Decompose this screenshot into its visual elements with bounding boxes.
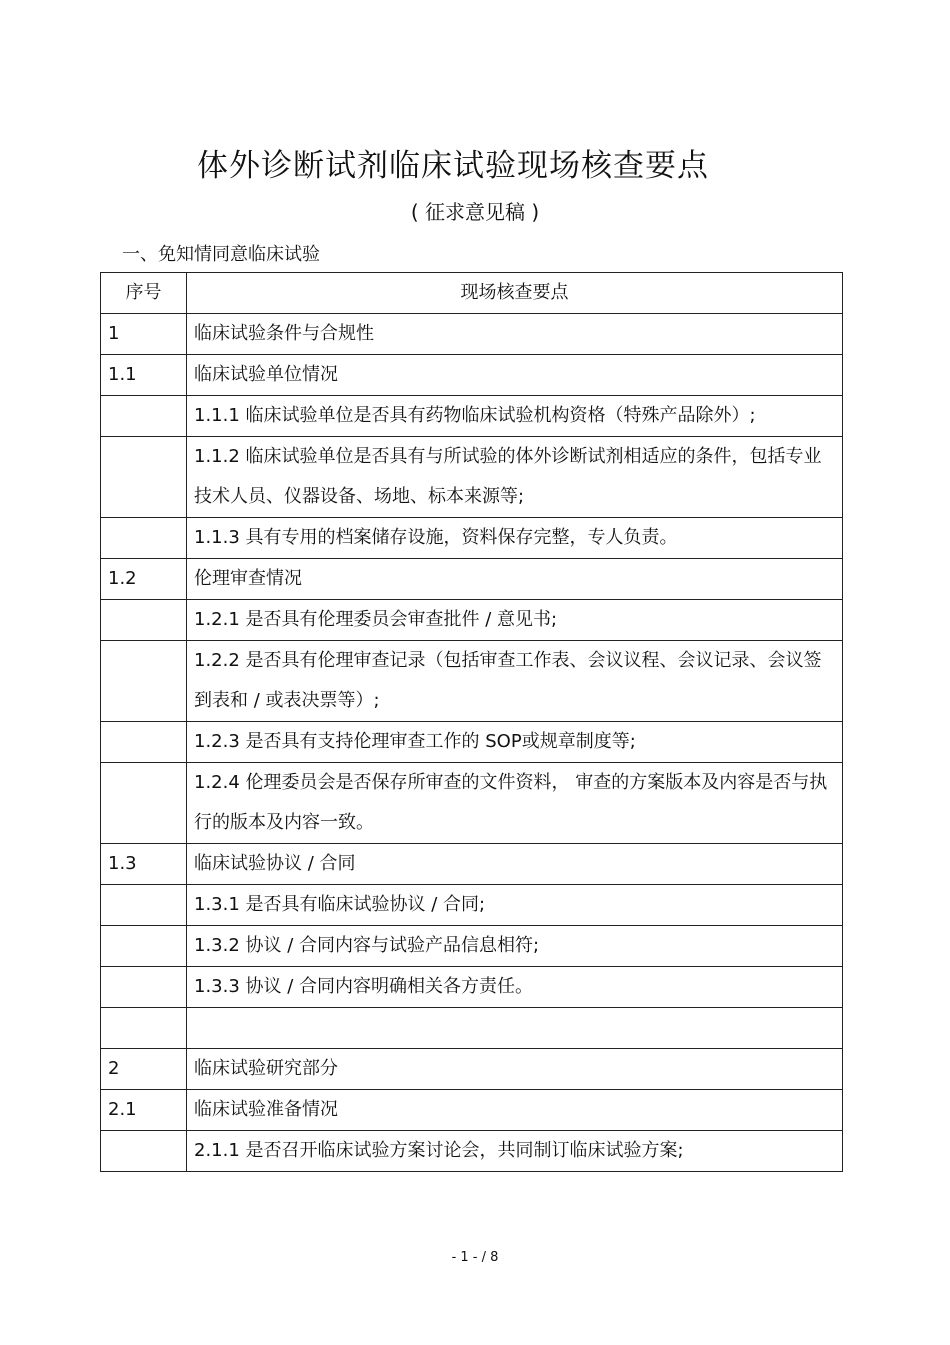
row-number-cell	[101, 518, 187, 559]
table-row	[101, 641, 843, 722]
row-number-cell	[101, 926, 187, 967]
table-row	[101, 967, 843, 1008]
inspection-point-cell: 伦理审查情况	[187, 559, 843, 600]
row-number-cell	[101, 396, 187, 437]
table-row	[101, 722, 843, 763]
row-number-cell	[101, 722, 187, 763]
row-number-cell	[101, 967, 187, 1008]
inspection-point-cell: 临床试验准备情况	[187, 1090, 843, 1131]
inspection-point-cell: 1.2.1 是否具有伦理委员会审查批件 / 意见书;	[187, 600, 843, 641]
inspection-point-cell: 临床试验研究部分	[187, 1049, 843, 1090]
table-row	[101, 926, 843, 967]
table-row	[101, 1049, 843, 1090]
section-heading: 一、免知情同意临床试验	[122, 244, 320, 265]
inspection-point-cell: 临床试验条件与合规性	[187, 314, 843, 355]
row-number-cell: 1	[101, 314, 187, 355]
table-row	[101, 885, 843, 926]
table-row	[101, 844, 843, 885]
document-subtitle: ( 征求意见稿 )	[410, 200, 540, 224]
row-number-cell	[101, 437, 187, 518]
table-row	[101, 518, 843, 559]
row-number-cell	[101, 1008, 187, 1049]
table-body	[101, 314, 843, 1172]
inspection-point-cell: 临床试验协议 / 合同	[187, 844, 843, 885]
inspection-point-cell: 1.1.1 临床试验单位是否具有药物临床试验机构资格（特殊产品除外）;	[187, 396, 843, 437]
row-number-cell: 1.3	[101, 844, 187, 885]
inspection-point-cell: 1.3.2 协议 / 合同内容与试验产品信息相符;	[187, 926, 843, 967]
table-header-row	[101, 273, 843, 314]
inspection-point-cell	[187, 1008, 843, 1049]
inspection-point-cell: 2.1.1 是否召开临床试验方案讨论会，共同制订临床试验方案;	[187, 1131, 843, 1172]
row-number-cell	[101, 600, 187, 641]
table-row	[101, 355, 843, 396]
table-row	[101, 314, 843, 355]
table-row	[101, 600, 843, 641]
inspection-point-cell: 1.2.4 伦理委员会是否保存所审查的文件资料， 审查的方案版本及内容是否与执行的版本及内容一致。	[187, 763, 843, 844]
table-row	[101, 1131, 843, 1172]
column-header-inspection-point: 现场核查要点	[187, 273, 843, 314]
inspection-points-table	[100, 272, 843, 1172]
row-number-cell: 2.1	[101, 1090, 187, 1131]
table-row	[101, 559, 843, 600]
document-title: 体外诊断试剂临床试验现场核查要点	[197, 148, 709, 184]
row-number-cell: 1.2	[101, 559, 187, 600]
row-number-cell	[101, 763, 187, 844]
page-number: - 1 - / 8	[451, 1250, 499, 1265]
column-header-number: 序号	[101, 273, 187, 314]
table-row	[101, 1090, 843, 1131]
table-row	[101, 437, 843, 518]
inspection-point-cell: 临床试验单位情况	[187, 355, 843, 396]
table-row	[101, 1008, 843, 1049]
inspection-point-cell: 1.1.2 临床试验单位是否具有与所试验的体外诊断试剂相适应的条件，包括专业技术人员、仪器设备、场地、标本来源等;	[187, 437, 843, 518]
inspection-point-cell: 1.2.2 是否具有伦理审查记录（包括审查工作表、会议议程、会议记录、会议签到表和 / 或表决票等）;	[187, 641, 843, 722]
row-number-cell	[101, 1131, 187, 1172]
table-row	[101, 763, 843, 844]
row-number-cell: 1.1	[101, 355, 187, 396]
inspection-point-cell: 1.3.1 是否具有临床试验协议 / 合同;	[187, 885, 843, 926]
table-row	[101, 396, 843, 437]
inspection-point-cell: 1.3.3 协议 / 合同内容明确相关各方责任。	[187, 967, 843, 1008]
row-number-cell: 2	[101, 1049, 187, 1090]
row-number-cell	[101, 885, 187, 926]
inspection-point-cell: 1.1.3 具有专用的档案储存设施，资料保存完整，专人负责。	[187, 518, 843, 559]
row-number-cell	[101, 641, 187, 722]
inspection-point-cell: 1.2.3 是否具有支持伦理审查工作的 SOP或规章制度等;	[187, 722, 843, 763]
